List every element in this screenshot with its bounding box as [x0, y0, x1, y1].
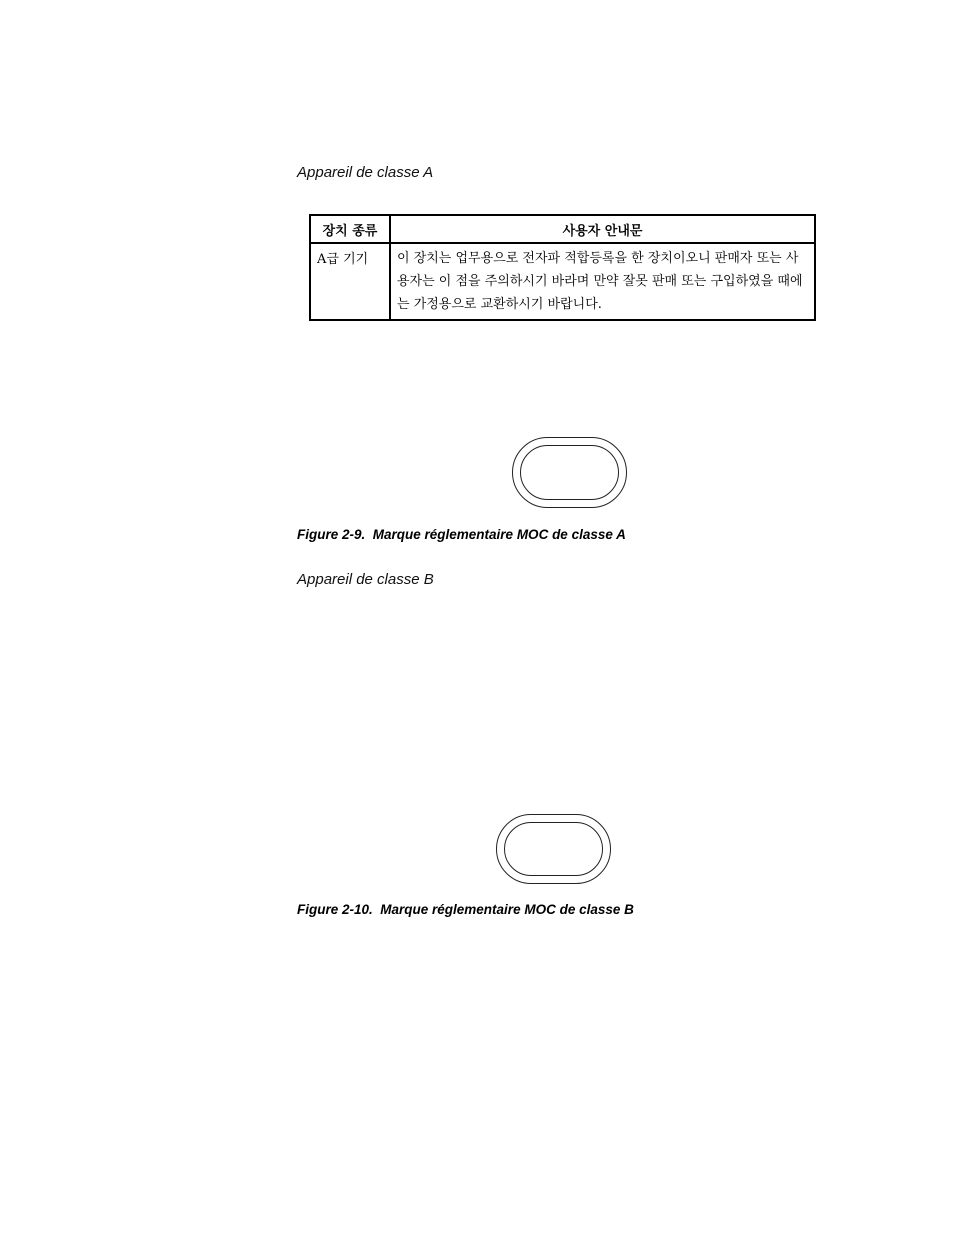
table-row	[310, 243, 815, 320]
subhead-class-b: Appareil de classe B	[297, 571, 434, 588]
header-device-type: 장치 종류	[310, 215, 390, 243]
moc-mark-inner-outline	[504, 822, 603, 876]
notice-text-cell: 이 장치는 업무용으로 전자파 적합등록을 한 장치이오니 판매자 또는 사용자는 이 점을 주의하시기 바라며 만약 잘못 판매 또는 구입하였을 때에는 가정용으로 교환하시기 바랍니다.	[390, 243, 815, 320]
figure-caption-2-9: Figure 2-9. Marque réglementaire MOC de classe A	[297, 527, 626, 542]
moc-mark-inner-outline	[520, 445, 619, 500]
figure-caption-2-10: Figure 2-10. Marque réglementaire MOC de classe B	[297, 902, 634, 917]
header-user-notice: 사용자 안내문	[390, 215, 815, 243]
korean-notice-table	[309, 214, 816, 321]
subhead-class-a: Appareil de classe A	[297, 164, 434, 181]
device-class-cell: A급 기기	[310, 243, 390, 320]
table-header-row	[310, 215, 815, 243]
moc-mark-class-a-image	[512, 437, 627, 508]
moc-mark-class-b-image	[496, 814, 611, 884]
